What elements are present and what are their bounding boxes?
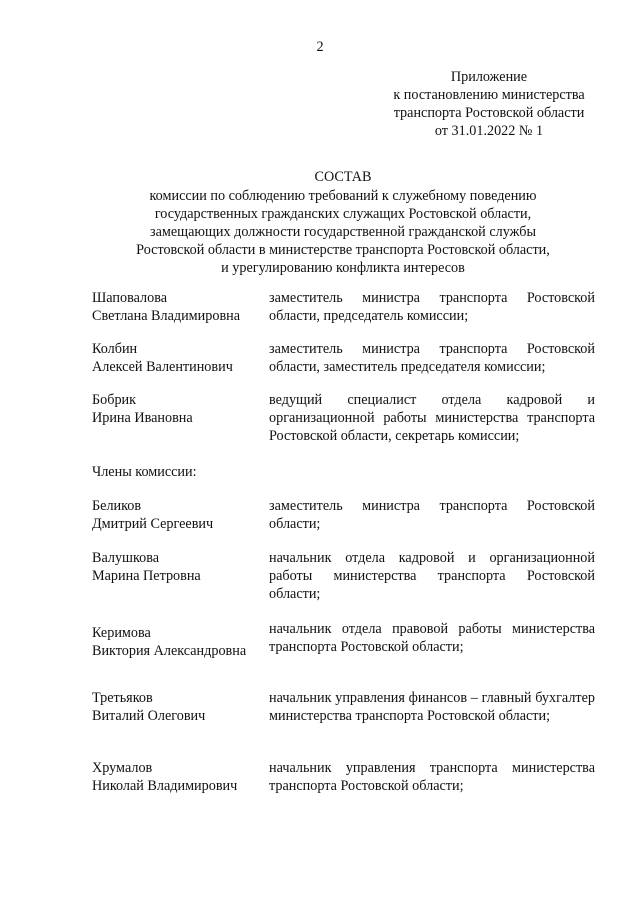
member-surname: Колбин bbox=[92, 341, 138, 357]
member-row-secretary bbox=[92, 391, 595, 463]
member-given-names: Виктория Александровна bbox=[92, 643, 247, 659]
member-role: заместитель министра транспорта Ростовской области, председатель комиссии; bbox=[269, 290, 595, 324]
title-line: Ростовской области в министерстве транспорта Ростовской области, bbox=[136, 242, 550, 258]
member-role: ведущий специалист отдела кадровой и организационной работы министерства транспорта Ростовской области, секретарь комиссии; bbox=[269, 392, 595, 444]
title-line: государственных гражданских служащих Ростовской области, bbox=[154, 206, 532, 222]
member-row bbox=[92, 759, 595, 795]
member-row-chair bbox=[92, 289, 595, 340]
page-number: 2 bbox=[316, 39, 324, 55]
member-name bbox=[92, 549, 269, 585]
member-role: начальник отдела кадровой и организационной работы министерства транспорта Ростовской области; bbox=[269, 550, 595, 602]
member-surname: Керимова bbox=[92, 625, 151, 641]
member-given-names: Николай Владимирович bbox=[92, 778, 238, 794]
member-given-names: Ирина Ивановна bbox=[92, 410, 193, 426]
appendix-line: транспорта Ростовской области bbox=[393, 105, 585, 121]
member-surname: Беликов bbox=[92, 498, 142, 514]
member-given-names: Дмитрий Сергеевич bbox=[92, 516, 214, 532]
member-name bbox=[92, 689, 269, 725]
appendix-line: к постановлению министерства bbox=[393, 87, 585, 103]
member-surname: Бобрик bbox=[92, 392, 137, 408]
member-given-names: Алексей Валентинович bbox=[92, 359, 233, 375]
member-surname: Третьяков bbox=[92, 690, 153, 706]
appendix-line: Приложение bbox=[450, 69, 528, 85]
member-role: заместитель министра транспорта Ростовской области, заместитель председателя комиссии; bbox=[269, 341, 595, 375]
member-name bbox=[92, 289, 269, 325]
member-name bbox=[92, 620, 269, 660]
member-surname: Валушкова bbox=[92, 550, 160, 566]
member-given-names: Марина Петровна bbox=[92, 568, 201, 584]
title-line: комиссии по соблюдению требований к служебному поведению bbox=[149, 188, 537, 204]
document-title-block bbox=[80, 168, 606, 277]
member-name bbox=[92, 759, 269, 795]
member-role: начальник управления транспорта министерства транспорта Ростовской области; bbox=[269, 760, 595, 794]
title-line: и урегулированию конфликта интересов bbox=[221, 260, 465, 276]
member-name bbox=[92, 391, 269, 427]
member-name bbox=[92, 497, 269, 533]
member-row bbox=[92, 497, 595, 549]
member-role: заместитель министра транспорта Ростовской области; bbox=[269, 498, 595, 532]
member-given-names: Виталий Олегович bbox=[92, 708, 206, 724]
commission-members-list bbox=[92, 289, 595, 795]
member-row bbox=[92, 617, 595, 689]
member-name bbox=[92, 340, 269, 376]
member-row bbox=[92, 549, 595, 617]
member-role: начальник управления финансов – главный бухгалтер министерства транспорта Ростовской области; bbox=[269, 690, 595, 724]
document-title: СОСТАВ bbox=[314, 169, 372, 185]
title-line: замещающих должности государственной гражданской службы bbox=[150, 224, 536, 240]
appendix-block bbox=[374, 68, 604, 140]
member-row bbox=[92, 689, 595, 759]
appendix-date-line: от 31.01.2022 № 1 bbox=[434, 123, 544, 139]
members-heading: Члены комиссии: bbox=[92, 464, 197, 480]
member-given-names: Светлана Владимировна bbox=[92, 308, 241, 324]
member-row-deputy-chair bbox=[92, 340, 595, 391]
member-surname: Шаповалова bbox=[92, 290, 168, 306]
member-role: начальник отдела правовой работы министерства транспорта Ростовской области; bbox=[269, 621, 595, 655]
member-surname: Хрумалов bbox=[92, 760, 153, 776]
